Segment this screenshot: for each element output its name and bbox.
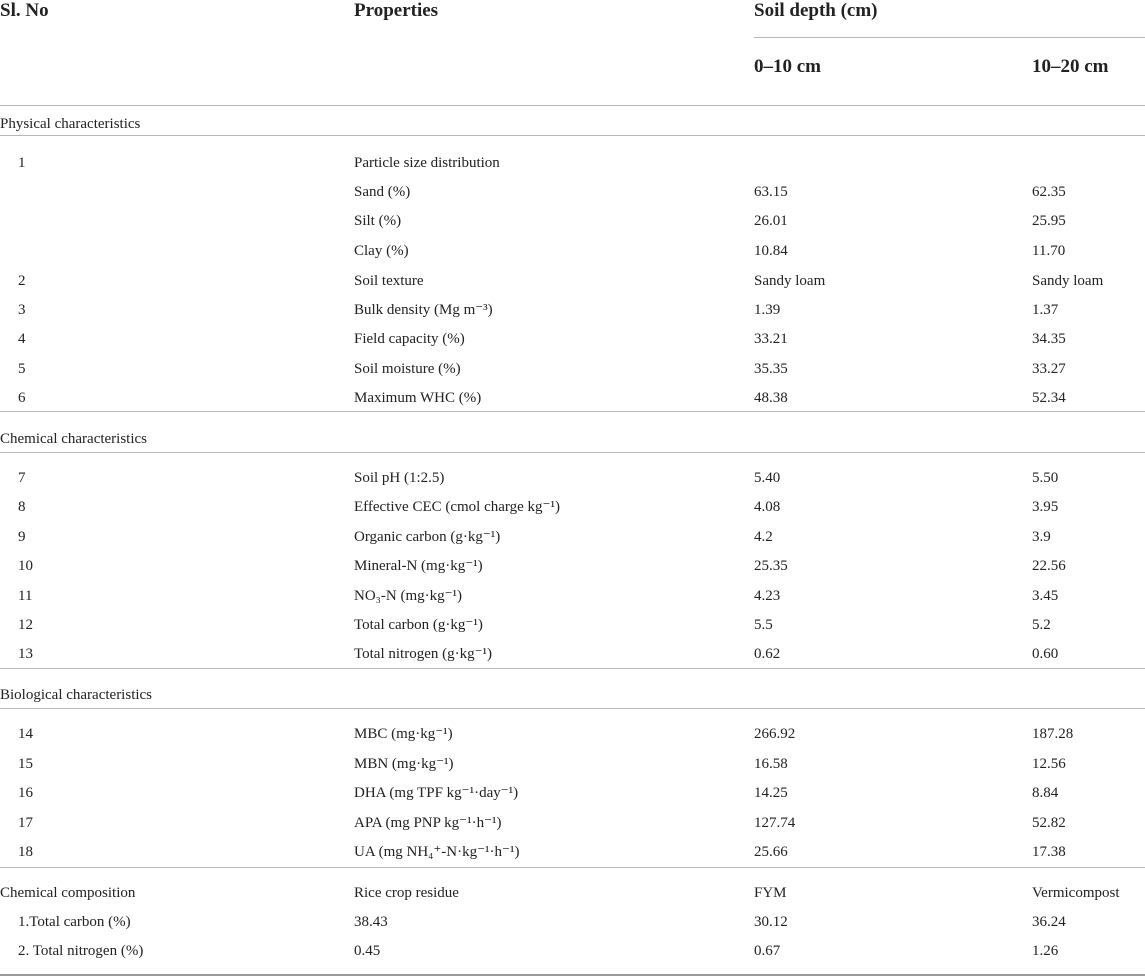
cell-property: Soil moisture (%) <box>354 361 461 377</box>
cell-no: 6 <box>18 390 26 406</box>
cell-value: 25.66 <box>754 844 788 860</box>
cell-value: 38.43 <box>354 914 388 930</box>
cell-property: Effective CEC (cmol charge kg⁻¹) <box>354 499 560 515</box>
cell-value: 0.67 <box>754 943 781 959</box>
cell-value: 3.9 <box>1032 529 1051 545</box>
table-row <box>0 913 1145 942</box>
cell-property: Silt (%) <box>354 213 402 229</box>
cell-no: 12 <box>18 617 33 633</box>
header-sl-no: Sl. No <box>0 0 49 21</box>
cell-value: 127.74 <box>754 815 796 831</box>
table-row <box>0 242 1145 271</box>
composition-col-vermicompost: Vermicompost <box>1032 885 1120 901</box>
cell-value: 36.24 <box>1032 914 1066 930</box>
cell-value: 26.01 <box>754 213 788 229</box>
table-row <box>0 272 1145 301</box>
cell-no: 18 <box>18 844 33 860</box>
table-row <box>0 469 1145 498</box>
cell-value: 52.82 <box>1032 815 1066 831</box>
cell-value: 10.84 <box>754 243 788 259</box>
composition-label: Chemical composition <box>0 885 136 901</box>
cell-property: Field capacity (%) <box>354 331 465 347</box>
cell-value: 5.40 <box>754 470 781 486</box>
cell-value: 34.35 <box>1032 331 1066 347</box>
table-row <box>0 587 1145 616</box>
section-physical: Physical characteristics <box>0 116 141 132</box>
table-row <box>0 942 1145 971</box>
cell-value: 16.58 <box>754 756 788 772</box>
cell-value: 3.45 <box>1032 588 1059 604</box>
section-rule <box>0 708 1145 709</box>
table-row <box>0 528 1145 557</box>
cell-property: MBN (mg·kg⁻¹) <box>354 756 454 772</box>
cell-no: 15 <box>18 756 33 772</box>
table-row <box>0 330 1145 359</box>
section-chemical: Chemical characteristics <box>0 431 148 447</box>
table-row <box>0 645 1145 674</box>
cell-value: 52.34 <box>1032 390 1066 406</box>
cell-property: MBC (mg·kg⁻¹) <box>354 726 453 742</box>
cell-property: Organic carbon (g·kg⁻¹) <box>354 529 501 545</box>
cell-value: Sandy loam <box>754 273 826 289</box>
cell-no: 14 <box>18 726 33 742</box>
table-row <box>0 183 1145 212</box>
cell-property: NO₃-N (mg·kg⁻¹) <box>354 588 463 604</box>
cell-no: 7 <box>18 470 26 486</box>
cell-value: 48.38 <box>754 390 788 406</box>
cell-value: 5.50 <box>1032 470 1059 486</box>
cell-property: Soil texture <box>354 273 424 289</box>
cell-no: 11 <box>18 588 33 604</box>
header-depth-0-10: 0–10 cm <box>754 56 822 77</box>
section-rule <box>0 452 1145 453</box>
cell-value: 0.62 <box>754 646 781 662</box>
cell-value: 5.2 <box>1032 617 1051 633</box>
cell-value: 11.70 <box>1032 243 1066 259</box>
cell-property: Soil pH (1:2.5) <box>354 470 445 486</box>
cell-value: 35.35 <box>754 361 788 377</box>
header-bottom-rule <box>0 105 1145 106</box>
section-row <box>0 115 1145 144</box>
table-row <box>0 784 1145 813</box>
cell-value: 1.37 <box>1032 302 1059 318</box>
cell-value: 0.60 <box>1032 646 1059 662</box>
table-row <box>0 755 1145 784</box>
table-row <box>0 389 1145 418</box>
table-row <box>0 154 1145 183</box>
cell-value: 0.45 <box>354 943 381 959</box>
cell-no: 16 <box>18 785 33 801</box>
cell-value: 4.23 <box>754 588 781 604</box>
section-row <box>0 686 1145 715</box>
cell-value: 33.27 <box>1032 361 1066 377</box>
table-row <box>0 616 1145 645</box>
table-bottom-rule <box>0 974 1145 976</box>
cell-property: Total nitrogen (g·kg⁻¹) <box>354 646 492 662</box>
header-soil-depth: Soil depth (cm) <box>754 0 878 21</box>
cell-value: 4.2 <box>754 529 773 545</box>
cell-value: Sandy loam <box>1032 273 1104 289</box>
cell-value: 30.12 <box>754 914 788 930</box>
section-row <box>0 430 1145 459</box>
table-row <box>0 843 1145 872</box>
composition-row-label: 2. Total nitrogen (%) <box>18 943 144 959</box>
table-row <box>0 301 1145 330</box>
cell-property: Sand (%) <box>354 184 411 200</box>
section-biological: Biological characteristics <box>0 687 153 703</box>
cell-no: 4 <box>18 331 26 347</box>
cell-value: 1.26 <box>1032 943 1059 959</box>
cell-no: 8 <box>18 499 26 515</box>
cell-property: Bulk density (Mg m⁻³) <box>354 302 493 318</box>
cell-no: 5 <box>18 361 26 377</box>
composition-header-row <box>0 884 1145 913</box>
cell-property: Total carbon (g·kg⁻¹) <box>354 617 483 633</box>
header-depth-10-20: 10–20 cm <box>1032 56 1109 77</box>
cell-property: Maximum WHC (%) <box>354 390 482 406</box>
cell-value: 187.28 <box>1032 726 1074 742</box>
cell-value: 25.35 <box>754 558 788 574</box>
cell-value: 1.39 <box>754 302 781 318</box>
table-row <box>0 725 1145 754</box>
composition-col-rice: Rice crop residue <box>354 885 459 901</box>
cell-no: 13 <box>18 646 33 662</box>
cell-value: 25.95 <box>1032 213 1066 229</box>
cell-property: Clay (%) <box>354 243 409 259</box>
cell-value: 3.95 <box>1032 499 1059 515</box>
cell-value: 14.25 <box>754 785 788 801</box>
table-row <box>0 360 1145 389</box>
cell-property: APA (mg PNP kg⁻¹·h⁻¹) <box>354 815 502 831</box>
cell-value: 5.5 <box>754 617 773 633</box>
cell-property: Mineral-N (mg·kg⁻¹) <box>354 558 483 574</box>
header-divider <box>754 37 1145 38</box>
cell-no: 10 <box>18 558 33 574</box>
table-row <box>0 814 1145 843</box>
cell-value: 62.35 <box>1032 184 1066 200</box>
cell-no: 3 <box>18 302 26 318</box>
cell-property: UA (mg NH₄⁺-N·kg⁻¹·h⁻¹) <box>354 844 520 860</box>
cell-no: 1 <box>18 155 26 171</box>
cell-value: 22.56 <box>1032 558 1066 574</box>
cell-no: 9 <box>18 529 26 545</box>
cell-property: Particle size distribution <box>354 155 500 171</box>
cell-value: 17.38 <box>1032 844 1066 860</box>
header-properties: Properties <box>354 0 439 21</box>
table-row <box>0 498 1145 527</box>
cell-value: 8.84 <box>1032 785 1059 801</box>
table-row <box>0 557 1145 586</box>
table-row <box>0 212 1145 241</box>
cell-property: DHA (mg TPF kg⁻¹·day⁻¹) <box>354 785 519 801</box>
composition-col-fym: FYM <box>754 885 787 901</box>
cell-no: 2 <box>18 273 26 289</box>
cell-no: 17 <box>18 815 33 831</box>
cell-value: 33.21 <box>754 331 788 347</box>
cell-value: 63.15 <box>754 184 788 200</box>
cell-value: 266.92 <box>754 726 796 742</box>
cell-value: 12.56 <box>1032 756 1066 772</box>
cell-value: 4.08 <box>754 499 781 515</box>
composition-row-label: 1.Total carbon (%) <box>18 914 131 930</box>
section-rule <box>0 135 1145 136</box>
